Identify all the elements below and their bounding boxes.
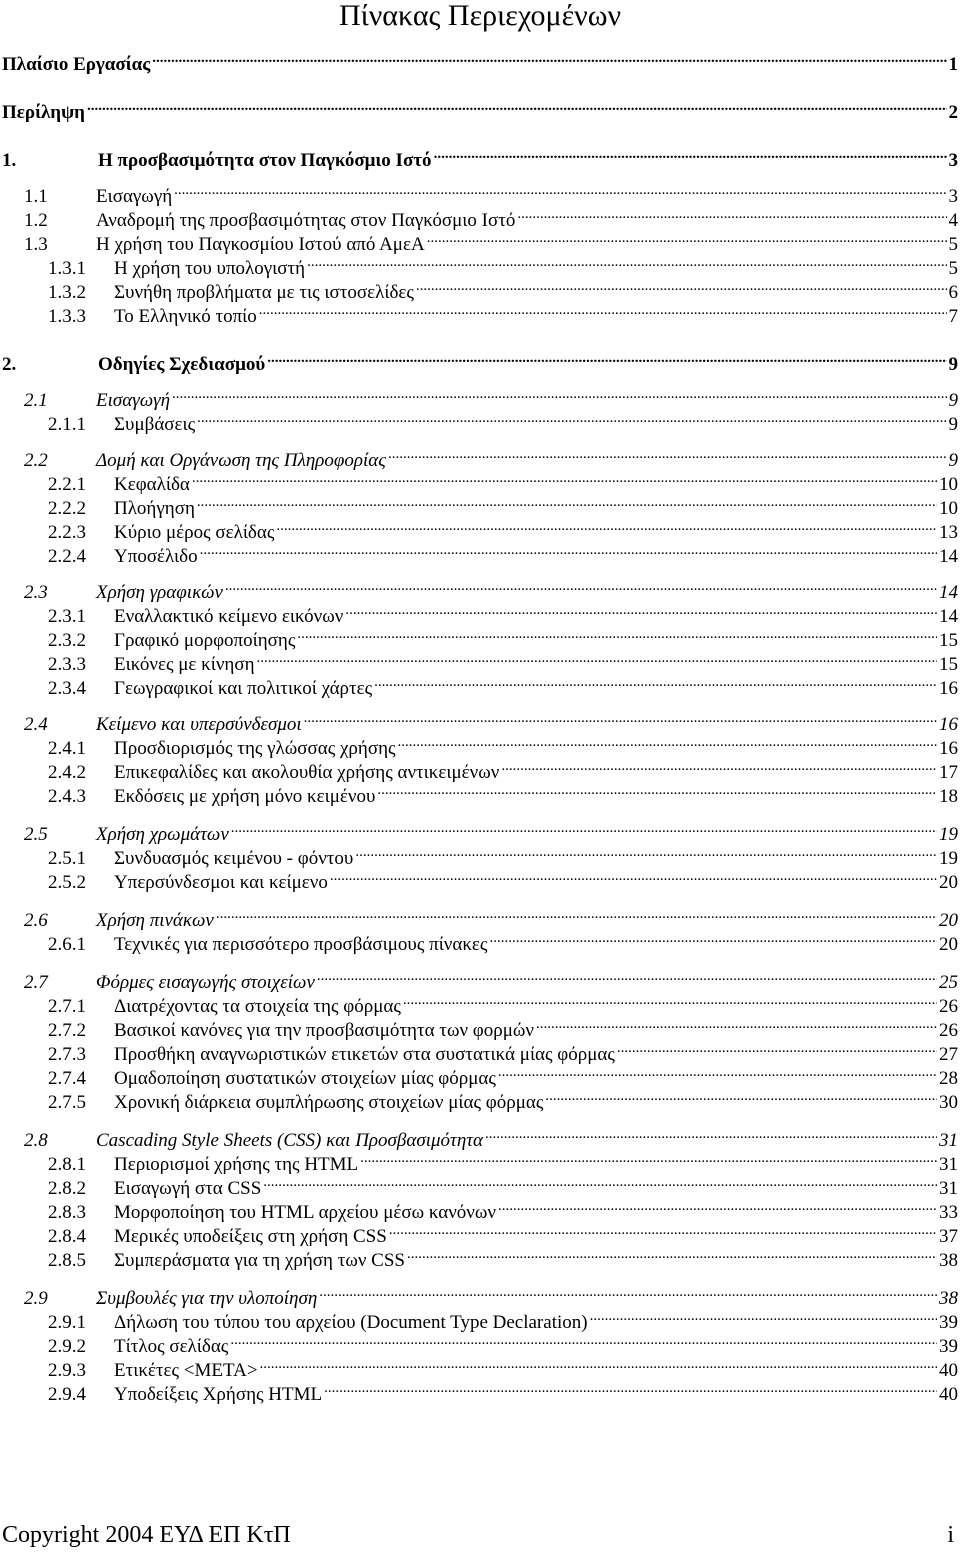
toc-entry-number: 2.8 [24,1130,48,1151]
toc-entry[interactable] [24,382,958,411]
dot-leader [330,864,937,888]
toc-entry-page: 39 [939,1336,958,1357]
toc-entry-page: 15 [939,654,958,675]
dot-leader [297,622,937,646]
toc-entry-page: 5 [948,258,958,279]
toc-entry-title: Μερικές υποδείξεις στη χρήση CSS [114,1226,387,1247]
toc-entry-title: Εικόνες με κίνηση [114,654,255,675]
toc-entry[interactable] [24,1280,958,1309]
dot-leader [590,1304,937,1328]
toc-entry-number: 2.3 [24,582,48,603]
dot-leader [263,1170,937,1194]
dot-leader [200,538,937,562]
dot-leader [225,574,937,598]
toc-entry-page: 14 [939,546,958,567]
toc-entry[interactable] [48,1146,958,1175]
toc-entry-title: Αναδρομή της προσβασιμότητας στον Παγκόσμιο Ιστό [96,210,516,231]
toc-entry-number: 2.9 [24,1288,48,1309]
toc-entry-number: 2.9.4 [48,1384,86,1405]
footer-copyright: Copyright 2004 ΕΥΔ ΕΠ ΚτΠ [2,1522,291,1548]
toc-entry-number: 1.1 [24,186,48,207]
dot-leader [545,1084,937,1108]
toc-entry-number: 2. [2,354,17,375]
toc-entry-number: 1.2 [24,210,48,231]
dot-leader [501,754,937,778]
toc-entry[interactable] [48,622,958,651]
toc-entry[interactable] [48,1352,958,1381]
toc-entry-title: Πλοήγηση [114,498,195,519]
toc-entry[interactable] [48,598,958,627]
toc-entry-number: 2.7.1 [48,996,86,1017]
toc-entry-title: Υπερσύνδεσμοι και κείμενο [114,872,328,893]
toc-entry[interactable] [24,902,958,931]
toc-entry-title: Βασικοί κανόνες για την προσβασιμότητα των φορμών [114,1020,535,1041]
toc-entry-title: Προσθήκη αναγνωριστικών ετικετών στα συστατικά μίας φόρμας [114,1044,615,1065]
toc-entry-page: 33 [939,1202,958,1223]
toc-entry-number: 2.3.2 [48,630,86,651]
dot-leader [324,1376,937,1400]
toc-entry[interactable] [48,730,958,759]
toc-entry[interactable] [48,250,958,279]
toc-entry-number: 2.4.3 [48,786,86,807]
toc-entry-title: Προσδιορισμός της γλώσσας χρήσης [114,738,396,759]
toc-entry-number: 1.3.2 [48,282,86,303]
toc-entry-page: 18 [939,786,958,807]
toc-entry-number: 2.4 [24,714,48,735]
dot-leader [489,926,937,950]
toc-entry-page: 9 [948,390,958,411]
toc-entry[interactable] [24,226,958,255]
toc-entry-title: Τεχνικές για περισσότερο προσβάσιμους πίνακες [114,934,488,955]
toc-entry-page: 10 [939,498,958,519]
toc-entry-number: 2.2.1 [48,474,86,495]
toc-entry-number: 2.2.4 [48,546,86,567]
toc-entry-number: 2.8.2 [48,1178,86,1199]
toc-entry-title: Εναλλακτικό κείμενο εικόνων [114,606,344,627]
toc-entry-title: Χρήση πινάκων [96,910,214,931]
toc-entry-page: 1 [948,54,958,75]
toc-entry-title: Εισαγωγή στα CSS [114,1178,262,1199]
toc-entry-title: Δομή και Οργάνωση της Πληροφορίας [96,450,386,471]
toc-entry-page: 25 [939,972,958,993]
toc-entry-number: 2.6.1 [48,934,86,955]
toc-entry-title: Ομαδοποίηση συστατικών στοιχείων μίας φόρμας [114,1068,496,1089]
dot-leader [216,902,937,926]
toc-entry[interactable] [2,46,958,75]
toc-entry-title: Εισαγωγή [96,186,173,207]
toc-entry-title: Μορφοποίηση του HTML αρχείου μέσω κανόνων [114,1202,496,1223]
dot-leader [192,466,937,490]
dot-leader [485,1122,937,1146]
toc-entry[interactable] [48,1218,958,1247]
toc-entry-title: Τίτλος σελίδας [114,1336,229,1357]
toc-entry-title: Συνδυασμός κειμένου - φόντου [114,848,354,869]
toc-entry-number: 2.8.4 [48,1226,86,1247]
toc-entry-title: Κύριο μέρος σελίδας [114,522,275,543]
dot-leader [260,1352,937,1376]
toc-entry-title: Η χρήση του υπολογιστή [114,258,306,279]
dot-leader [345,598,937,622]
dot-leader [389,1218,937,1242]
dot-leader [307,250,946,274]
toc-entry-title: Περίληψη [2,102,85,123]
toc-entry-title: Γραφικό μορφοποίησης [114,630,296,651]
toc-entry-page: 38 [939,1250,958,1271]
toc-entry[interactable] [48,406,958,435]
toc-entry-title: Ετικέτες <META> [114,1360,258,1381]
toc-entry-number: 1.3.3 [48,306,86,327]
toc-entry[interactable] [48,1242,958,1271]
toc-entry-page: 17 [939,762,958,783]
toc-entry-page: 40 [939,1360,958,1381]
toc-entry-page: 30 [939,1092,958,1113]
toc-entry-page: 6 [948,282,958,303]
dot-leader [434,142,947,166]
toc-entry-number: 2.3.3 [48,654,86,675]
toc-entry-number: 1.3 [24,234,48,255]
toc-entry-title: Χρήση χρωμάτων [96,824,229,845]
toc-entry-number: 2.2.2 [48,498,86,519]
dot-leader [403,988,937,1012]
toc-entry-page: 37 [939,1226,958,1247]
toc-entry[interactable] [24,574,958,603]
toc-entry-page: 31 [939,1178,958,1199]
toc-entry-page: 40 [939,1384,958,1405]
toc-entry-page: 20 [939,910,958,931]
dot-leader [416,274,947,298]
toc-entry-page: 13 [939,522,958,543]
toc-entry[interactable] [24,178,958,207]
toc-entry[interactable] [48,988,958,1017]
dot-leader [152,46,946,70]
toc-entry-page: 2 [948,102,958,123]
dot-leader [498,1194,937,1218]
dot-leader [317,964,937,988]
toc-entry-page: 16 [939,714,958,735]
dot-leader [87,94,947,118]
toc-entry[interactable] [24,816,958,845]
toc-entry-number: 2.8.3 [48,1202,86,1223]
toc-entry-page: 19 [939,848,958,869]
toc-entry[interactable] [24,1122,958,1151]
toc-entry[interactable] [48,1012,958,1041]
dot-leader [197,406,946,430]
toc-entry-title: Οδηγίες Σχεδιασμού [98,354,266,375]
toc-entry-title: Εκδόσεις με χρήση μόνο κειμένου [114,786,376,807]
toc-entry[interactable] [48,754,958,783]
toc-entry-number: 1. [2,150,17,171]
toc-entry[interactable] [48,490,958,519]
toc-entry-title: Εισαγωγή [96,390,171,411]
dot-leader [427,226,947,250]
toc-entry[interactable] [48,864,958,893]
toc-entry-title: Υποδείξεις Χρήσης HTML [114,1384,323,1405]
toc-entry-page: 9 [948,450,958,471]
toc-entry-title: Η προσβασιμότητα στον Παγκόσμιο Ιστό [98,150,432,171]
toc-entry-number: 2.2 [24,450,48,471]
toc-entry-page: 16 [939,678,958,699]
dot-leader [257,646,937,670]
dot-leader [231,816,937,840]
toc-entry-page: 26 [939,996,958,1017]
toc-entry-title: Cascading Style Sheets (CSS) και Προσβασιμότητα [96,1130,484,1151]
toc-entry[interactable] [2,94,958,123]
dot-leader [617,1036,937,1060]
toc-entry[interactable] [48,1194,958,1223]
toc-entry-title: Περιορισμοί χρήσης της HTML [114,1154,359,1175]
toc-entry-page: 39 [939,1312,958,1333]
dot-leader [259,298,947,322]
toc-entry-page: 9 [948,414,958,435]
toc-entry-title: Επικεφαλίδες και ακολουθία χρήσης αντικειμένων [114,762,500,783]
dot-leader [407,1242,937,1266]
toc-entry[interactable] [48,926,958,955]
toc-entry-page: 28 [939,1068,958,1089]
toc-entry-number: 2.8.1 [48,1154,86,1175]
dot-leader [355,840,937,864]
toc-entry-title: Συνήθη προβλήματα με τις ιστοσελίδες [114,282,414,303]
toc-entry[interactable] [48,274,958,303]
toc-entry-number: 2.3.4 [48,678,86,699]
toc-entry[interactable] [48,1060,958,1089]
dot-leader [267,346,946,370]
toc-entry-number: 2.9.1 [48,1312,86,1333]
toc-entry[interactable] [48,514,958,543]
toc-entry[interactable] [48,466,958,495]
toc-entry-number: 2.3.1 [48,606,86,627]
toc-entry-title: Κεφαλίδα [114,474,190,495]
dot-leader [374,670,937,694]
dot-leader [377,778,937,802]
toc-entry-number: 2.5.1 [48,848,86,869]
dot-leader [276,514,937,538]
toc-entry-page: 3 [948,150,958,171]
toc-entry-title: Η χρήση του Παγκοσμίου Ιστού από ΑμεΑ [96,234,425,255]
page-title: Πίνακας Περιεχομένων [338,0,622,32]
toc-entry-number: 2.1.1 [48,414,86,435]
toc-entry-page: 5 [948,234,958,255]
toc-entry[interactable] [24,964,958,993]
toc-entry-title: Πλαίσιο Εργασίας [2,54,151,75]
toc-entry[interactable] [48,1304,958,1333]
toc-entry[interactable] [48,646,958,675]
toc-entry-number: 2.2.3 [48,522,86,543]
dot-leader [498,1060,937,1084]
toc-entry[interactable] [48,298,958,327]
toc-entry-page: 15 [939,630,958,651]
dot-leader [304,706,937,730]
toc-entry-number: 2.7.3 [48,1044,86,1065]
toc-entry-page: 26 [939,1020,958,1041]
toc-entry-title: Διατρέχοντας τα στοιχεία της φόρμας [114,996,401,1017]
toc-entry-page: 9 [948,354,958,375]
toc-entry-title: Συμπεράσματα για τη χρήση των CSS [114,1250,405,1271]
toc-entry[interactable] [48,1170,958,1199]
dot-leader [360,1146,937,1170]
toc-entry-title: Το Ελληνικό τοπίο [114,306,257,327]
toc-entry[interactable] [48,778,958,807]
toc-entry-page: 7 [948,306,958,327]
toc-entry-number: 2.7.4 [48,1068,86,1089]
toc-entry-page: 19 [939,824,958,845]
toc-entry-title: Δήλωση του τύπου του αρχείου (Document Type Declaration) [114,1312,588,1333]
toc-entry-number: 2.5 [24,824,48,845]
toc-entry-title: Υποσέλιδο [114,546,198,567]
toc-entry-page: 14 [939,582,958,603]
toc-entry-number: 2.5.2 [48,872,86,893]
toc-entry-page: 10 [939,474,958,495]
toc-entry-number: 2.1 [24,390,48,411]
dot-leader [536,1012,937,1036]
toc-entry-number: 1.3.1 [48,258,86,279]
toc-entry[interactable] [48,1376,958,1405]
dot-leader [388,442,947,466]
dot-leader [197,490,937,514]
toc-entry[interactable] [24,202,958,231]
toc-entry-page: 14 [939,606,958,627]
toc-entry[interactable] [48,1328,958,1357]
toc-entry-number: 2.7 [24,972,48,993]
toc-entry-title: Γεωγραφικοί και πολιτικοί χάρτες [114,678,373,699]
toc-entry-title: Φόρμες εισαγωγής στοιχείων [96,972,315,993]
toc-entry[interactable] [48,1084,958,1113]
toc-entry-page: 38 [939,1288,958,1309]
toc-entry-number: 2.4.1 [48,738,86,759]
toc-entry[interactable] [2,142,958,171]
dot-leader [172,382,946,406]
toc-entry-page: 4 [948,210,958,231]
toc-entry-number: 2.4.2 [48,762,86,783]
toc-entry-page: 27 [939,1044,958,1065]
toc-entry-page: 31 [939,1130,958,1151]
toc-entry-number: 2.7.5 [48,1092,86,1113]
toc-entry-page: 3 [948,186,958,207]
toc-entry[interactable] [48,840,958,869]
toc-entry-title: Κείμενο και υπερσύνδεσμοι [96,714,302,735]
toc-entry-title: Συμβουλές για την υλοποίηση [96,1288,318,1309]
toc-entry[interactable] [48,670,958,699]
toc-entry[interactable] [48,1036,958,1065]
toc-entry-title: Χρονική διάρκεια συμπλήρωσης στοιχείων μίας φόρμας [114,1092,544,1113]
toc-entry-page: 16 [939,738,958,759]
toc-entry[interactable] [24,442,958,471]
toc-entry[interactable] [24,706,958,735]
toc-entry-number: 2.9.2 [48,1336,86,1357]
toc-entry-title: Χρήση γραφικών [96,582,223,603]
toc-entry-title: Συμβάσεις [114,414,196,435]
toc-entry[interactable] [48,538,958,567]
dot-leader [230,1328,937,1352]
toc-entry-number: 2.7.2 [48,1020,86,1041]
dot-leader [319,1280,937,1304]
toc-entry-page: 31 [939,1154,958,1175]
toc-entry-number: 2.9.3 [48,1360,86,1381]
dot-leader [398,730,937,754]
toc-entry-page: 20 [939,934,958,955]
toc-entry-page: 20 [939,872,958,893]
footer-page-number: i [947,1522,954,1548]
toc-entry-number: 2.8.5 [48,1250,86,1271]
toc-entry[interactable] [2,346,958,375]
toc-entry-number: 2.6 [24,910,48,931]
dot-leader [517,202,946,226]
dot-leader [174,178,946,202]
